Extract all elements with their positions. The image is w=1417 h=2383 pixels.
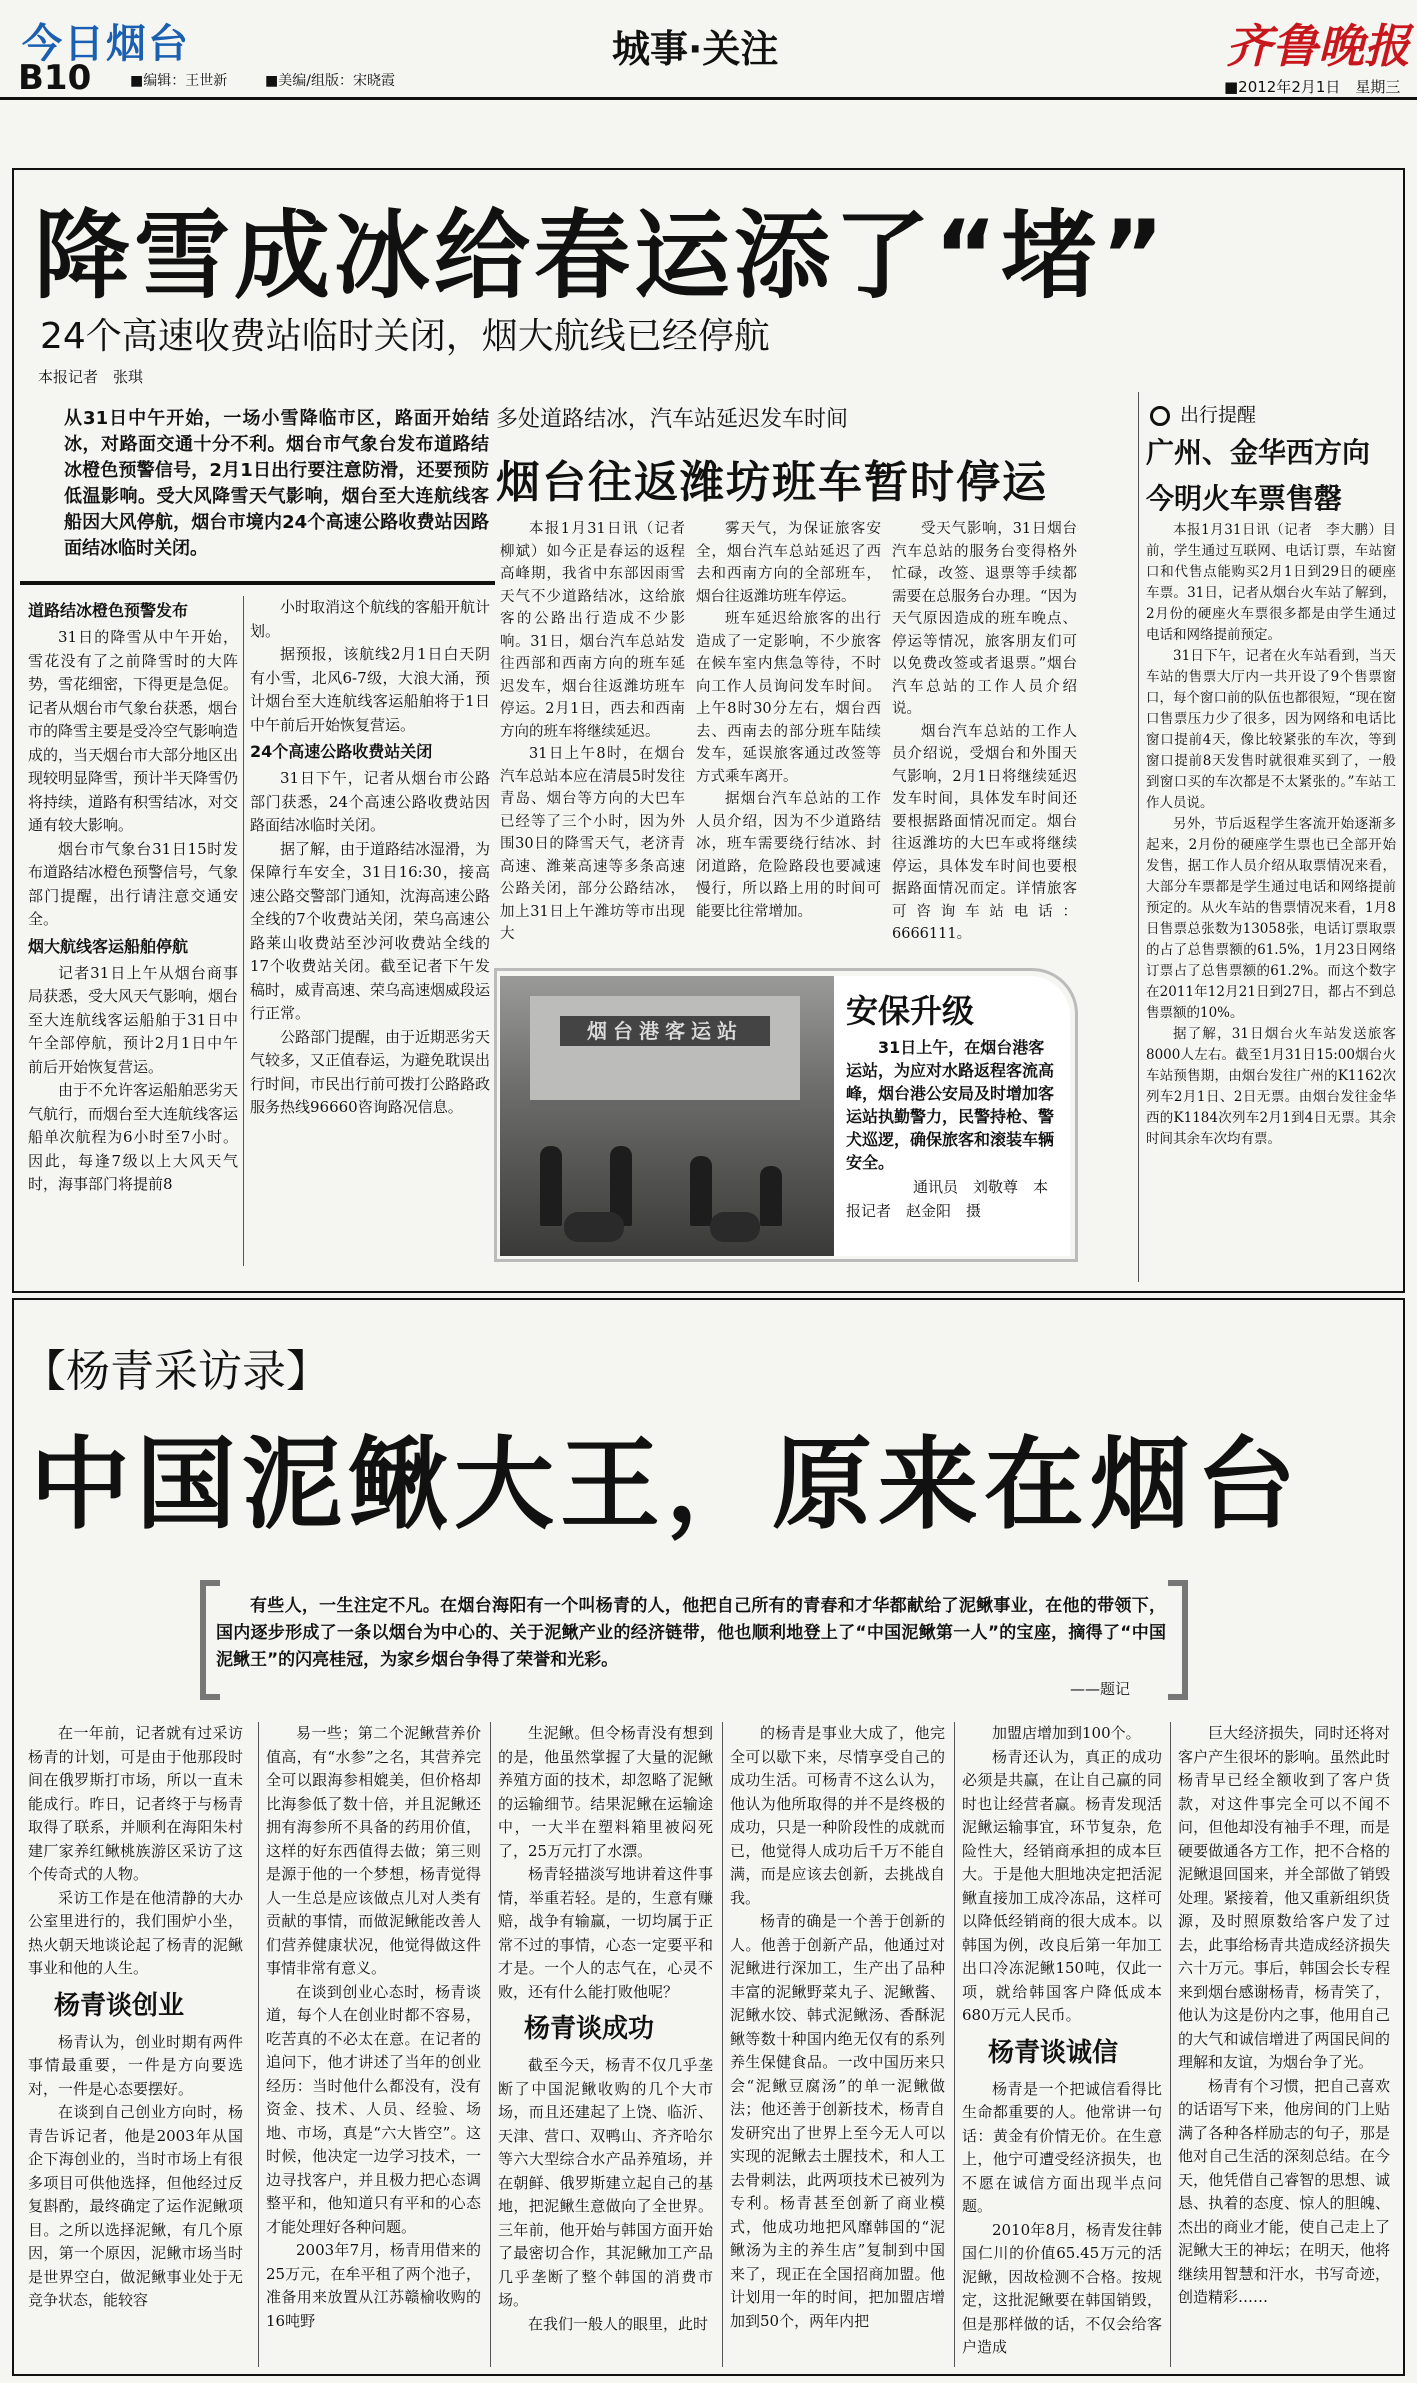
paragraph: 易一些；第二个泥鳅营养价值高，有“水参”之名，其营养完全可以跟海参相媲美，但价格却比海参低了数十倍，并且泥鳅还拥有海参所不具备的药用价值，这样的好东西值得去做；第三则是源于他的一个梦想，杨青觉得人一生总是应该做点儿对人类有贡献的事情，而做泥鳅能改善人们营养健康状况，他觉得做这件事情非常有意义。 [266, 1724, 481, 1977]
paragraph: 杨青认为，创业时期有两件事情最重要，一件是方向要选对，一件是心态要摆好。 [28, 2032, 243, 2098]
paragraph: 受天气影响，31日烟台汽车总站的服务台变得格外忙碌，改签、退票等手续都需要在总服务台办理。“因为天气原因造成的班车晚点、停运等情况，旅客朋友们可以免费改签或者退票。”烟台汽车总站的工作人员介绍说。 [892, 521, 1077, 717]
police-officer [760, 1166, 782, 1226]
police-dog [564, 1212, 624, 1242]
article-column [250, 596, 490, 1120]
column-divider [954, 1722, 955, 2367]
paragraph: 杨青是一个把诚信看得比生命都重要的人。他常讲一句话：黄金有价情无价。在生意上，他宁可遭受经济损失，也不愿在诚信方面出现半点问题。 [962, 2079, 1162, 2215]
kicker-interview: 【杨青采访录】 [22, 1346, 330, 1397]
section-heading: 杨青谈创业 [54, 1990, 185, 2021]
subheading: 24个高速公路收费站关闭 [250, 742, 433, 761]
article-column [500, 518, 700, 946]
kicker-bus: 多处道路结冰，汽车站延迟发车时间 [496, 407, 849, 432]
paragraph: 记者31日上午从烟台商事局获悉，受大风天气影响，烟台至大连航线客运船舶于31日中午全部停航，预计2月1日中午前后开始恢复营运。 [28, 963, 239, 1076]
paragraph: 31日下午，记者在火车站看到，当天车站的售票大厅内一共开设了9个售票窗口，每个窗口前的队伍也都很短，“现在窗口售票压力少了很多，因为网络和电话比窗口提前4天，像比较紧张的车次，等到窗口提前8天发售时就很难买到了，一般到窗口买的车次都是不太紧张的。”车站工作人员说。 [1146, 648, 1396, 811]
subheading: 道路结冰橙色预警发布 [28, 601, 189, 620]
paragraph: 杨青还认为，真正的成功必须是共赢，在让自己赢的同时也让经营者赢。杨青发现活泥鳅运输事宜，环节复杂，危险性大，经销商承担的成本巨大。于是他大胆地决定把活泥鳅直接加工成冷冻品，这样可以降低经销商的很大成本。以韩国为例，改良后第一年加工出口冷冻泥鳅150吨，仅此一项，就给韩国客户降低成本680万元人民币。 [962, 1747, 1162, 2024]
caption-credit: 报记者 赵金阳 摄 [846, 1202, 982, 1220]
paragraph: 另外，节后返程学生客流开始逐渐多起来，2月份的硬座学生票也已全部开始发售，据工作人员介绍从取票情况来看，大部分车票都是学生通过电话和网络提前预定的。从火车站的售票情况来看，1月8日售票总张数为13058张，电话订票取票的占了总售票额的61.5%，1月23日网络订票占了总售票额的61.2%。而这个数字在2011年12月21日到27日，都占不到总售票额的10%。 [1146, 816, 1396, 1021]
subheadline-snow: 24个高速收费站临时关闭，烟大航线已经停航 [40, 316, 770, 357]
paragraph: 采访工作是在他清静的大办公室里进行的，我们围炉小坐，热火朝天地谈论起了杨青的泥鳅事业和他的人生。 [28, 1888, 243, 1977]
column-title: 城事·关注 [612, 27, 779, 71]
article-column [1178, 1722, 1390, 2372]
caption-body: 31日上午，在烟台港客运站，为应对水路返程客流高峰，烟台港公安局及时增加客运站执勤警力，民警持枪、警犬巡逻，确保旅客和滚装车辆安全。 [846, 1038, 1055, 1172]
paragraph: 在一年前，记者就有过采访杨青的计划，可是由于他那段时间在俄罗斯打市场，所以一直未能成行。昨日，记者终于与杨青取得了联系，并顺利在海阳朱村建厂家养红鳅桃族游区采访了这个传奇式的人物。 [28, 1724, 243, 1883]
column-divider [243, 596, 244, 1266]
clock-icon [1150, 406, 1170, 426]
section-heading: 杨青谈成功 [524, 2014, 655, 2044]
article-column [892, 518, 1077, 946]
sidebar-headline-1: 广州、金华西方向 [1146, 436, 1371, 469]
sidebar-divider [1138, 392, 1139, 1282]
paragraph: 由于不允许客运船舶恶劣天气航行，而烟台至大连航线客运船单次航程为6小时至7小时。因此，每逢7级以上大风天气时，海事部门将提前8 [28, 1081, 239, 1193]
column-divider [722, 1722, 723, 2367]
byline-snow: 本报记者 张琪 [38, 368, 144, 386]
paragraph: 的杨青是事业大成了，他完全可以歇下来，尽情享受自己的成功生活。可杨青不这么认为，他认为他所取得的并不是终极的成功，只是一种阶段性的成就而已，他觉得人成功后千万不能自满，而是应该去创新，去挑战自我。 [730, 1724, 945, 1907]
paragraph: 本报1月31日讯（记者 柳斌）如今正是春运的返程高峰期，我省中东部因雨雪天气不少道路结冰，这给旅客的公路出行造成不少影响。31日，烟台汽车总站发往西部和西南方向的班车延迟发车，烟台往返潍坊班车停运。2月1日，西去和西南方向的班车将继续延迟。 [500, 521, 700, 740]
paragraph: 31日下午，记者从烟台市公路部门获悉，24个高速公路收费站因路面结冰临时关闭。 [250, 769, 490, 834]
sidebar-kicker [1146, 400, 1396, 430]
article-column [730, 1722, 945, 2372]
sidebar-column [1146, 520, 1396, 1150]
photo-caption [834, 976, 1070, 1256]
terminal-sign: 烟台港客运站 [560, 1016, 770, 1046]
paragraph: 杨青的确是一个善于创新的人。他善于创新产品，他通过对泥鳅进行深加工，生产出了品种丰富的泥鳅野菜丸子、泥鳅酱、泥鳅水饺、韩式泥鳅汤、香酥泥鳅等数十种国内绝无仅有的系列养生保健食品。一改中国历来只会“泥鳅豆腐汤”的单一泥鳅做法；他还善于创新技术，杨青自发研究出了世界上至今无人可以实现的泥鳅去土腥技术，和人工去骨刺法，此两项技术已被列为专利。杨青甚至创新了商业模式，他成功地把风靡韩国的“泥鳅汤为主的养生店”复制到中国来了，现正在全国招商加盟。他计划用一年的时间，把加盟店增加到50个，两年内把 [730, 1912, 945, 2330]
headline-loach: 中国泥鳅大王，原来在烟台 [30, 1426, 1302, 1543]
issue-date: ■2012年2月1日 星期三 [1224, 78, 1401, 96]
article-column [266, 1722, 481, 2372]
section-heading: 杨青谈诚信 [988, 2037, 1119, 2068]
paragraph: 据预报，该航线2月1日白天阴有小雪，北风6-7级，大浪大涌，预计烟台至大连航线客运船舶将于1日中午前后开始恢复营运。 [250, 645, 490, 734]
paragraph: 杨青轻描淡写地讲着这件事情，举重若轻。是的，生意有赚赔，战争有输赢，一切均属于正常不过的事情，心态一定要平和才是。一个人的志气在，心灵不败，还有什么能打败他呢？ [498, 1865, 713, 2001]
column-divider [1170, 1722, 1171, 2367]
paragraph: 公路部门提醒，由于近期恶劣天气较多，又正值春运，为避免耽误出行时间，市民出行前可拨打公路路政服务热线96660咨询路况信息。 [250, 1027, 491, 1116]
paragraph: 31日上午8时，在烟台汽车总站本应在清晨5时发往青岛、烟台等方向的大巴车已经等了三个小时，因为外围30日的降雪天气，老济青高速、潍莱高速等多条高速公路关闭，部分公路结冰，加上31日上午潍坊等市出现大 [500, 746, 685, 942]
paragraph: 据了解，由于道路结冰湿滑，为保障行车安全，31日16:30，接高速公路交警部门通知，沈海高速公路全线的7个收费站关闭，荣乌高速公路莱山收费站至沙河收费站全线的17个收费站关闭。截至记者下午发稿时，威青高速、荣乌高速烟威段运行正常。 [250, 839, 491, 1022]
subheading: 烟大航线客运船舶停航 [28, 936, 189, 956]
paragraph: 巨大经济损失，同时还将对客户产生很坏的影响。虽然此时杨青早已经全额收到了客户货款，对这件事完全可以不闻不问，但他却没有袖手不理，而是硬要做通各方工作，把不合格的泥鳅退回国来，并全部做了销毁处理。紧接着，他又重新组织货源，及时照原数给客户发了过去，此事给杨青共造成经济损失六十万元。事后，韩国会长专程来到烟台感谢杨青，杨青笑了，他认为这是份内之事，他用自己的大气和诚信增进了两国民间的理解和友谊，为烟台争了光。 [1178, 1724, 1390, 2071]
editor-credit: ■编辑：王世新 [130, 73, 228, 89]
epigraph-sign: ——题记 [1070, 1680, 1131, 1698]
paragraph: 31日的降雪从中午开始，雪花没有了之前降雪时的大阵势，雪花细密，下得更是急促。记者从烟台市气象台获悉，烟台市的降雪主要是受冷空气影响造成的，当天烟台市大部分地区出现较明显降雪，预计半天降雪仍将持续，道路有积雪结冰，对交通有较大影响。 [28, 628, 239, 834]
paragraph: 烟台市气象台31日15时发布道路结冰橙色预警信号，气象部门提醒，出行请注意交通安全。 [28, 839, 239, 928]
paragraph: 雾天气，为保证旅客安全，烟台汽车总站延迟了西去和西南方向的全部班车，烟台往返潍坊班车停运。 [696, 521, 881, 605]
paragraph: 本报1月31日讯（记者 李大鹏）目前，学生通过互联网、电话订票，车站窗口和代售点能购买2月1日到29日的硬座车票。31日，记者从烟台火车站了解到，2月份的硬座火车票很多都是由学生通过电话和网络提前预定。 [1146, 522, 1396, 643]
paragraph: 班车延迟给旅客的出行造成了一定影响，不少旅客在候车室内焦急等待，不时向工作人员询问发车时间。上午8时30分左右，烟台西去、西南去的部分班车陆续发车，延误旅客通过改签等方式乘车离开。 [696, 611, 881, 785]
paragraph: 在谈到创业心态时，杨青谈道，每个人在创业时都不容易，吃苦真的不必太在意。在记者的追问下，他才讲述了当年的创业经历：当时他什么都没有，没有资金、技术、人员、经验、场地、市场，真是“六大皆空”。这时候，他决定一边学习技术，一边寻找客户，并且极力把心态调整平和，他知道只有平和的心态才能处理好各种问题。 [266, 1982, 481, 2236]
page-header [0, 0, 1417, 100]
designer-credit: ■美编/组版：宋晓霞 [265, 73, 395, 89]
column-divider [258, 1722, 259, 2367]
sidebar-headline-2: 今明火车票售罄 [1146, 482, 1343, 515]
paragraph: 杨青有个习惯，把自己喜欢的话语写下来，他房间的门上贴满了各种各样励志的句子，那是他对自己生活的深刻总结。在今天，他凭借自己睿智的思想、诚恳、执着的态度、惊人的胆魄、杰出的商业才能，使自己走上了泥鳅大王的神坛；在明天，他将继续用智慧和汗水，书写奇迹，创造精彩…… [1178, 2076, 1390, 2306]
page-number: B10 [18, 58, 92, 98]
police-officer [540, 1146, 562, 1226]
paragraph: 2010年8月，杨青发往韩国仁川的价值65.45万元的活泥鳅，因故检测不合格。按规定，这批泥鳅要在韩国销毁，但是那样做的话，不仅会给客户造成 [962, 2220, 1162, 2356]
terminal-building [530, 996, 800, 1106]
article-column [498, 1722, 713, 2372]
paragraph: 截至今天，杨青不仅几乎垄断了中国泥鳅收购的几个大市场，而且还建起了上饶、临沂、天津、营口、双鸭山、齐齐哈尔等六大型综合水产品养殖场，并在朝鲜、俄罗斯建立起自己的基地，把泥鳅生意做向了全世界。三年前，他开始与韩国方面开始了最密切合作，其泥鳅加工产品几乎垄断了整个韩国的消费市场。 [498, 2056, 713, 2309]
caption-title: 安保升级 [846, 992, 975, 1030]
sidebar-header [1146, 400, 1396, 522]
column-divider [490, 1722, 491, 2367]
police-officer [690, 1156, 712, 1226]
paragraph: 在谈到自己创业方向时，杨青告诉记者，他是2003年从国企下海创业的，当时市场上有很多项目可供他选择，但他经过反复斟酌，最终确定了运作泥鳅项目。之所以选择泥鳅，有几个原因，第一个原因，泥鳅市场当时是世界空白，做泥鳅事业处于无竞争状态，能较容 [28, 2103, 243, 2309]
article-column [962, 1722, 1162, 2372]
paragraph: 据了解，31日烟台火车站发送旅客8000人左右。截至1月31日15:00烟台火车站预售期，由烟台发往广州的K1162次列车2月1日、2日无票。由烟台发往金华西的K1184次列车2月1到4日无票。其余时间其余车次均有票。 [1146, 1026, 1396, 1147]
newspaper-logo: 齐鲁晚报 [1226, 19, 1410, 73]
section-title: 今日烟台 [22, 21, 190, 67]
paragraph: 2003年7月，杨青用借来的25万元，在牟平租了两个池子，准备用来放置从江苏赣榆收购的16吨野 [266, 2241, 481, 2330]
epigraph: 有些人，一生注定不凡。在烟台海阳有一个叫杨青的人，他把自己所有的青春和才华都献给了泥鳅事业，在他的带领下，国内逐步形成了一条以烟台为中心的、关于泥鳅产业的经济链带，他也顺利地登上了“中国泥鳅第一人”的宝座，摘得了“中国泥鳅王”的闪亮桂冠，为家乡烟台争得了荣誉和光彩。 [216, 1596, 1166, 1670]
police-dog [710, 1212, 760, 1242]
headline-snow: 降雪成冰给春运添了“堵” [34, 200, 1169, 312]
paragraph: 在我们一般人的眼里，此时 [528, 2314, 709, 2333]
paragraph: 小时取消这个航线的客船开航计划。 [250, 598, 491, 640]
caption-credit: 通讯员 刘敬尊 本 [912, 1178, 1048, 1196]
sidebar-kicker-text: 出行提醒 [1180, 404, 1257, 426]
paragraph: 据烟台汽车总站的工作人员介绍，因为不少道路结冰，班车需要绕行结冰、封闭道路，危险路段也要减速慢行，所以路上用的时间可能要比往常增加。 [696, 791, 881, 920]
paragraph: 烟台汽车总站的工作人员介绍说，受烟台和外围天气影响，2月1日将继续延迟发车时间，具体发车时间还要根据路面情况而定。烟台往返潍坊的大巴车或将继续停运，具体发车时间也要根据路面情况而定。详情旅客可咨询车站电话：6666111。 [892, 723, 1077, 942]
article-column [28, 596, 238, 1197]
security-photo [500, 976, 834, 1256]
headline-bus: 烟台往返潍坊班车暂时停运 [496, 457, 1048, 508]
paragraph: 生泥鳅。但令杨青没有想到的是，他虽然掌握了大量的泥鳅养殖方面的技术，却忽略了泥鳅的运输细节。结果泥鳅在运输途中，一大半在塑料箱里被闷死了，25万元打了水漂。 [498, 1724, 713, 1860]
lead-paragraph: 从31日中午开始，一场小雪降临市区，路面开始结冰，对路面交通十分不利。烟台市气象台发布道路结冰橙色预警信号，2月1日出行要注意防滑，还要预防低温影响。受大风降雪天气影响，烟台至大连航线客船因大风停航，烟台市境内24个高速公路收费站因路面结冰临时关闭。 [20, 400, 495, 585]
article-column [28, 1722, 243, 2372]
paragraph: 加盟店增加到100个。 [992, 1724, 1141, 1742]
article-column [696, 518, 881, 923]
right-bracket [1168, 1580, 1188, 1700]
